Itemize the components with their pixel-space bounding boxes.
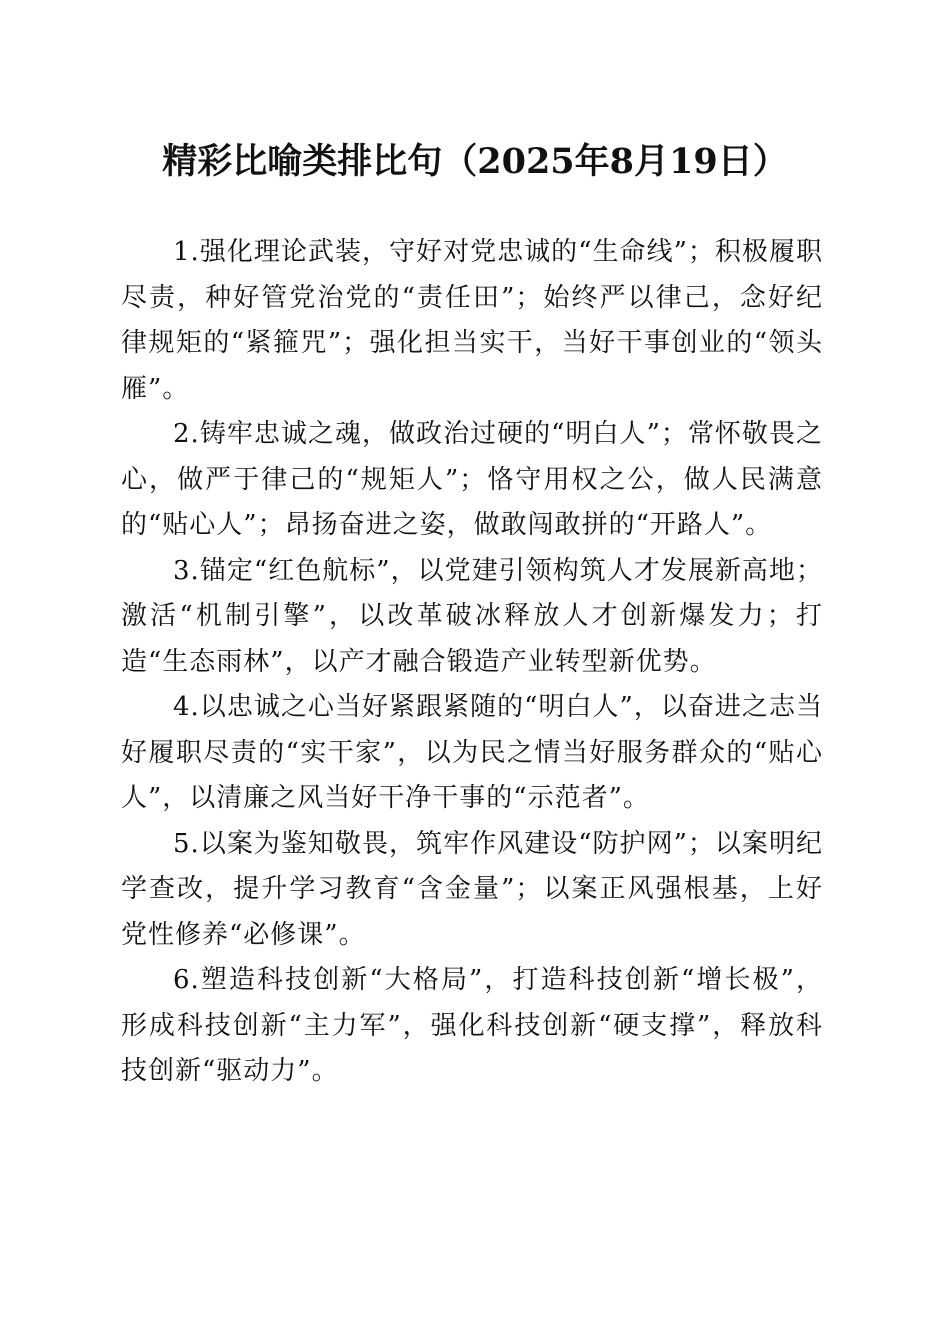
paragraph-3: 3.锚定“红色航标”，以党建引领构筑人才发展新高地；激活“机制引擎”，以改革破冰释放人才创新爆发力；打造“生态雨林”，以产才融合锻造产业转型新优势。 bbox=[121, 555, 823, 677]
document-body bbox=[121, 230, 823, 1095]
paragraph-1: 1.强化理论武装，守好对党忠诚的“生命线”；积极履职尽责，种好管党治党的“责任田”；始终严以律己，念好纪律规矩的“紧箍咒”；强化担当实干，当好干事创业的“领头雁”。 bbox=[121, 237, 823, 404]
paragraph-6: 6.塑造科技创新“大格局”，打造科技创新“增长极”，形成科技创新“主力军”，强化科技创新“硬支撑”，释放科技创新“驱动力”。 bbox=[121, 965, 823, 1086]
paragraph-2: 2.铸牢忠诚之魂，做政治过硬的“明白人”；常怀敬畏之心，做严于律己的“规矩人”；恪守用权之公，做人民满意的“贴心人”；昂扬奋进之姿，做敢闯敢拼的“开路人”。 bbox=[121, 419, 823, 540]
document-title: 精彩比喻类排比句（2025年8月19日） bbox=[162, 141, 788, 182]
paragraph-5: 5.以案为鉴知敬畏，筑牢作风建设“防护网”；以案明纪学查改，提升学习教育“含金量”；以案正风强根基，上好党性修养“必修课”。 bbox=[121, 828, 823, 950]
paragraph-4: 4.以忠诚之心当好紧跟紧随的“明白人”，以奋进之志当好履职尽责的“实干家”，以为民之情当好服务群众的“贴心人”，以清廉之风当好干净干事的“示范者”。 bbox=[121, 692, 823, 813]
